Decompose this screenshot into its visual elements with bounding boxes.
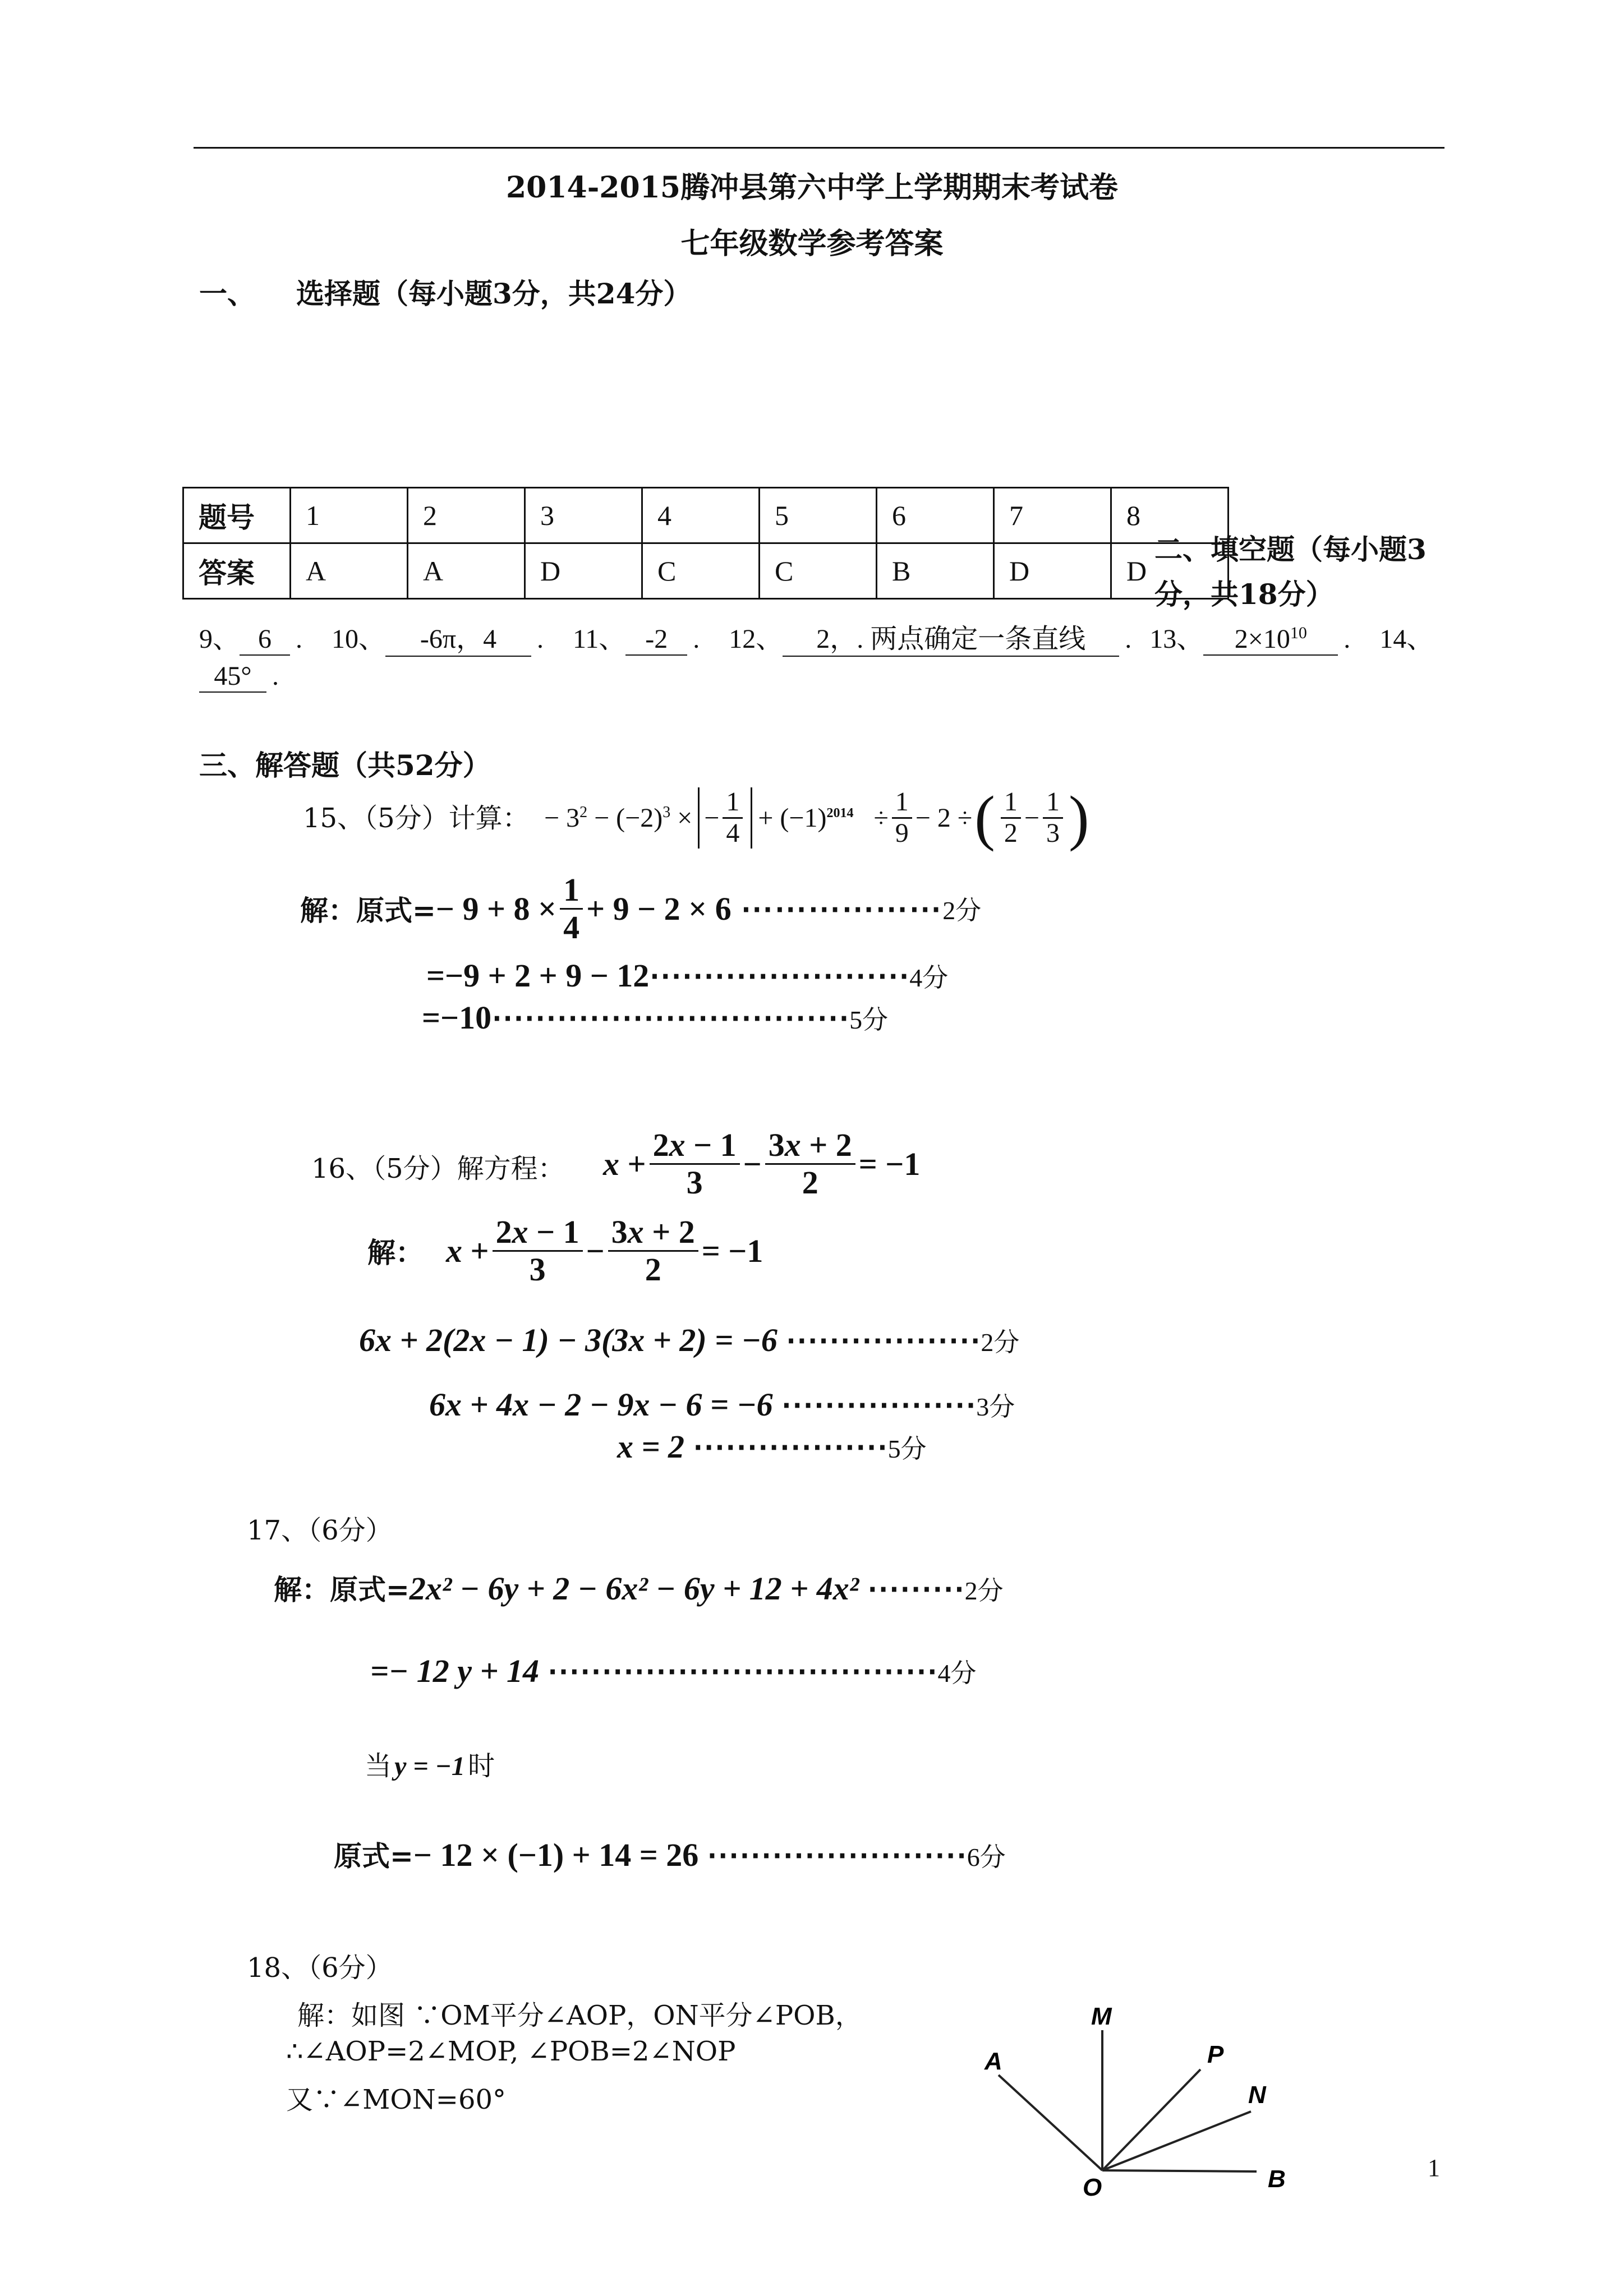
- table-cell: D: [525, 543, 642, 599]
- q15-expression: − $3^2 - (-2)^3$ × − $\frac{1}{4}$ + $(-1)^{2014}$ ÷ $\frac{1}{9}$ − 2 ÷ ( $\frac{1}{2}$ − $\frac{1}{3}$ ): [544, 783, 1089, 852]
- q16-solution-start: 解： x + $\frac{2x - 1}{3}$ − $\frac{3x + 2}{2}$ = −1: [367, 1214, 763, 1288]
- q16-sol-label: 解：: [367, 1236, 424, 1270]
- table-cell: 8: [1111, 488, 1229, 543]
- q14-label: 14、: [1379, 624, 1434, 654]
- table-cell: A: [408, 543, 525, 599]
- q15-step1-score: 2分: [942, 896, 982, 925]
- separator: .: [537, 624, 544, 654]
- q15-step1: 解：原式= − 9 + 8 × $\frac{1}{4}$ + 9 − 2 × 6 ⋯⋯⋯⋯⋯⋯ 2分: [300, 872, 982, 946]
- q13-label: 13、: [1149, 624, 1204, 654]
- table-cell: D: [1111, 543, 1229, 599]
- q16-step1: 6x + 2(2x − 1) − 3(3x + 2) = −6 ⋯⋯⋯⋯⋯⋯2分: [359, 1322, 1020, 1358]
- section2-heading-line1: 二、填空题（每小题3: [1154, 533, 1427, 566]
- q11-answer: -2: [625, 624, 687, 656]
- q17-step1-score: 2分: [964, 1576, 1004, 1605]
- q9-answer: 6: [240, 624, 290, 656]
- q16-equation: x + $\frac{2x - 1}{3}$ − $\frac{3x + 2}{2}$ = −1: [603, 1127, 921, 1201]
- section2-heading-line2: 分，共18分）: [1154, 578, 1334, 611]
- q13-exponent: 10: [1290, 624, 1307, 642]
- q16-step2: 6x + 4x − 2 − 9x − 6 = −6 ⋯⋯⋯⋯⋯⋯3分: [429, 1386, 1015, 1423]
- table-cell: C: [760, 543, 877, 599]
- q15-step2: =−9 + 2 + 9 − 12⋯⋯⋯⋯⋯⋯⋯⋯4分: [426, 957, 949, 994]
- row-label-number: 题号: [183, 488, 291, 543]
- label-P: P: [1207, 2041, 1224, 2068]
- table-row: [183, 543, 1229, 599]
- q17-cond-expr: y = −1: [394, 1751, 465, 1781]
- q10-answer: -6π，4: [385, 617, 531, 657]
- q15-step3-score: 5分: [849, 1006, 889, 1034]
- table-cell: 6: [877, 488, 994, 543]
- table-cell: D: [994, 543, 1111, 599]
- q12-answer: 2，. 两点确定一条直线: [783, 617, 1119, 657]
- q14-answer: 45°: [199, 661, 266, 693]
- q17-label: 17、（6分）: [247, 1515, 393, 1546]
- label-A: A: [984, 2048, 1002, 2075]
- angle-figure: [954, 1997, 1346, 2210]
- q16-line1-expr: 6x + 2(2x − 1) − 3(3x + 2) = −6: [359, 1322, 778, 1358]
- q15-step3: =−10⋯⋯⋯⋯⋯⋯⋯⋯⋯⋯⋯5分: [422, 999, 889, 1036]
- q18-line3: 又∵∠MON=60°: [286, 2084, 507, 2115]
- q14-answer-line: [199, 661, 279, 693]
- q18-label: 18、（6分）: [247, 1952, 393, 1984]
- q18-line1: 解：如图 ∵OM平分∠AOP，ON平分∠POB，: [297, 2000, 862, 2031]
- ray-ON: [1102, 2111, 1251, 2170]
- q16-line2-score: 3分: [976, 1393, 1015, 1421]
- section1-number: 一、: [199, 277, 255, 310]
- section1-heading: 选择题（每小题3分，共24分）: [296, 277, 692, 310]
- q16-line3-expr: x = 2: [617, 1428, 685, 1465]
- q16-line1-score: 2分: [981, 1328, 1020, 1357]
- q17-step3-prefix: 原式=: [334, 1839, 413, 1873]
- table-cell: B: [877, 543, 994, 599]
- table-cell: C: [642, 543, 760, 599]
- q15-label: 15、（5分）计算：: [303, 803, 530, 834]
- table-cell: 3: [525, 488, 642, 543]
- ray-OB: [1102, 2170, 1257, 2171]
- q17-step1-prefix: 解：原式=: [274, 1573, 410, 1606]
- separator: .: [1125, 624, 1132, 654]
- q13-answer: 2×10: [1234, 624, 1290, 654]
- q18-line2: ∴∠AOP=2∠MOP, ∠POB=2∠NOP: [286, 2036, 736, 2067]
- q17-step1-expr: 2x² − 6y + 2 − 6x² − 6y + 12 + 4x²: [409, 1570, 859, 1607]
- row-label-answer: 答案: [183, 543, 291, 599]
- q15-step1-prefix: 解：原式=: [300, 894, 436, 928]
- table-cell: 5: [760, 488, 877, 543]
- q16-step3: x = 2 ⋯⋯⋯⋯⋯⋯5分: [617, 1428, 927, 1465]
- label-O: O: [1083, 2174, 1102, 2201]
- q11-label: 11、: [573, 624, 626, 654]
- q16-line3-score: 5分: [887, 1435, 927, 1463]
- q17-step2-expr: =− 12 y + 14: [370, 1653, 539, 1689]
- q9-label: 9、: [199, 624, 240, 654]
- q17-step3-expr: − 12 × (−1) + 14 = 26: [413, 1837, 699, 1873]
- q17-condition: [365, 1744, 495, 1783]
- table-cell: A: [291, 543, 408, 599]
- q17-step3: 原式=− 12 × (−1) + 14 = 26 ⋯⋯⋯⋯⋯⋯⋯⋯6分: [334, 1837, 1006, 1873]
- q16-line2-expr: 6x + 4x − 2 − 9x − 6 = −6: [429, 1386, 773, 1423]
- q17-step3-score: 6分: [967, 1843, 1006, 1871]
- separator: .: [272, 661, 279, 691]
- section3-heading: 三、解答题（共52分）: [199, 749, 491, 782]
- fill-answers-line: [199, 617, 1433, 657]
- q17-cond-suffix: 时: [467, 1750, 495, 1782]
- answer-key-subtitle: 七年级数学参考答案: [680, 227, 944, 261]
- ray-OP: [1102, 2069, 1200, 2170]
- answer-table: [182, 487, 1229, 600]
- table-row: [183, 488, 1229, 543]
- table-cell: 2: [408, 488, 525, 543]
- q17-step1: 解：原式=2x² − 6y + 2 − 6x² − 6y + 12 + 4x² ⋯⋯⋯2分: [274, 1570, 1004, 1607]
- q12-label: 12、: [729, 624, 783, 654]
- q17-step2: =− 12 y + 14 ⋯⋯⋯⋯⋯⋯⋯⋯⋯⋯⋯⋯4分: [370, 1653, 977, 1689]
- top-rule: [194, 147, 1444, 149]
- ray-OA: [999, 2075, 1102, 2170]
- q17-cond-prefix: 当: [365, 1750, 392, 1782]
- table-cell: 7: [994, 488, 1111, 543]
- separator: .: [1344, 624, 1351, 654]
- label-M: M: [1091, 2003, 1112, 2030]
- q17-step2-score: 4分: [937, 1659, 977, 1688]
- page-number: 1: [1428, 2154, 1440, 2182]
- table-cell: 1: [291, 488, 408, 543]
- q15-step2-expr: =−9 + 2 + 9 − 12: [426, 957, 650, 994]
- label-B: B: [1268, 2165, 1286, 2193]
- label-N: N: [1248, 2081, 1266, 2109]
- separator: .: [296, 624, 303, 654]
- table-cell: 4: [642, 488, 760, 543]
- q10-label: 10、: [332, 624, 386, 654]
- q15-step2-score: 4分: [909, 963, 949, 992]
- q15-step3-expr: =−10: [422, 999, 492, 1036]
- separator: .: [693, 624, 700, 654]
- exam-title: 2014-2015腾冲县第六中学上学期期末考试卷: [505, 170, 1119, 205]
- q16-label: 16、（5分）解方程：: [311, 1153, 565, 1184]
